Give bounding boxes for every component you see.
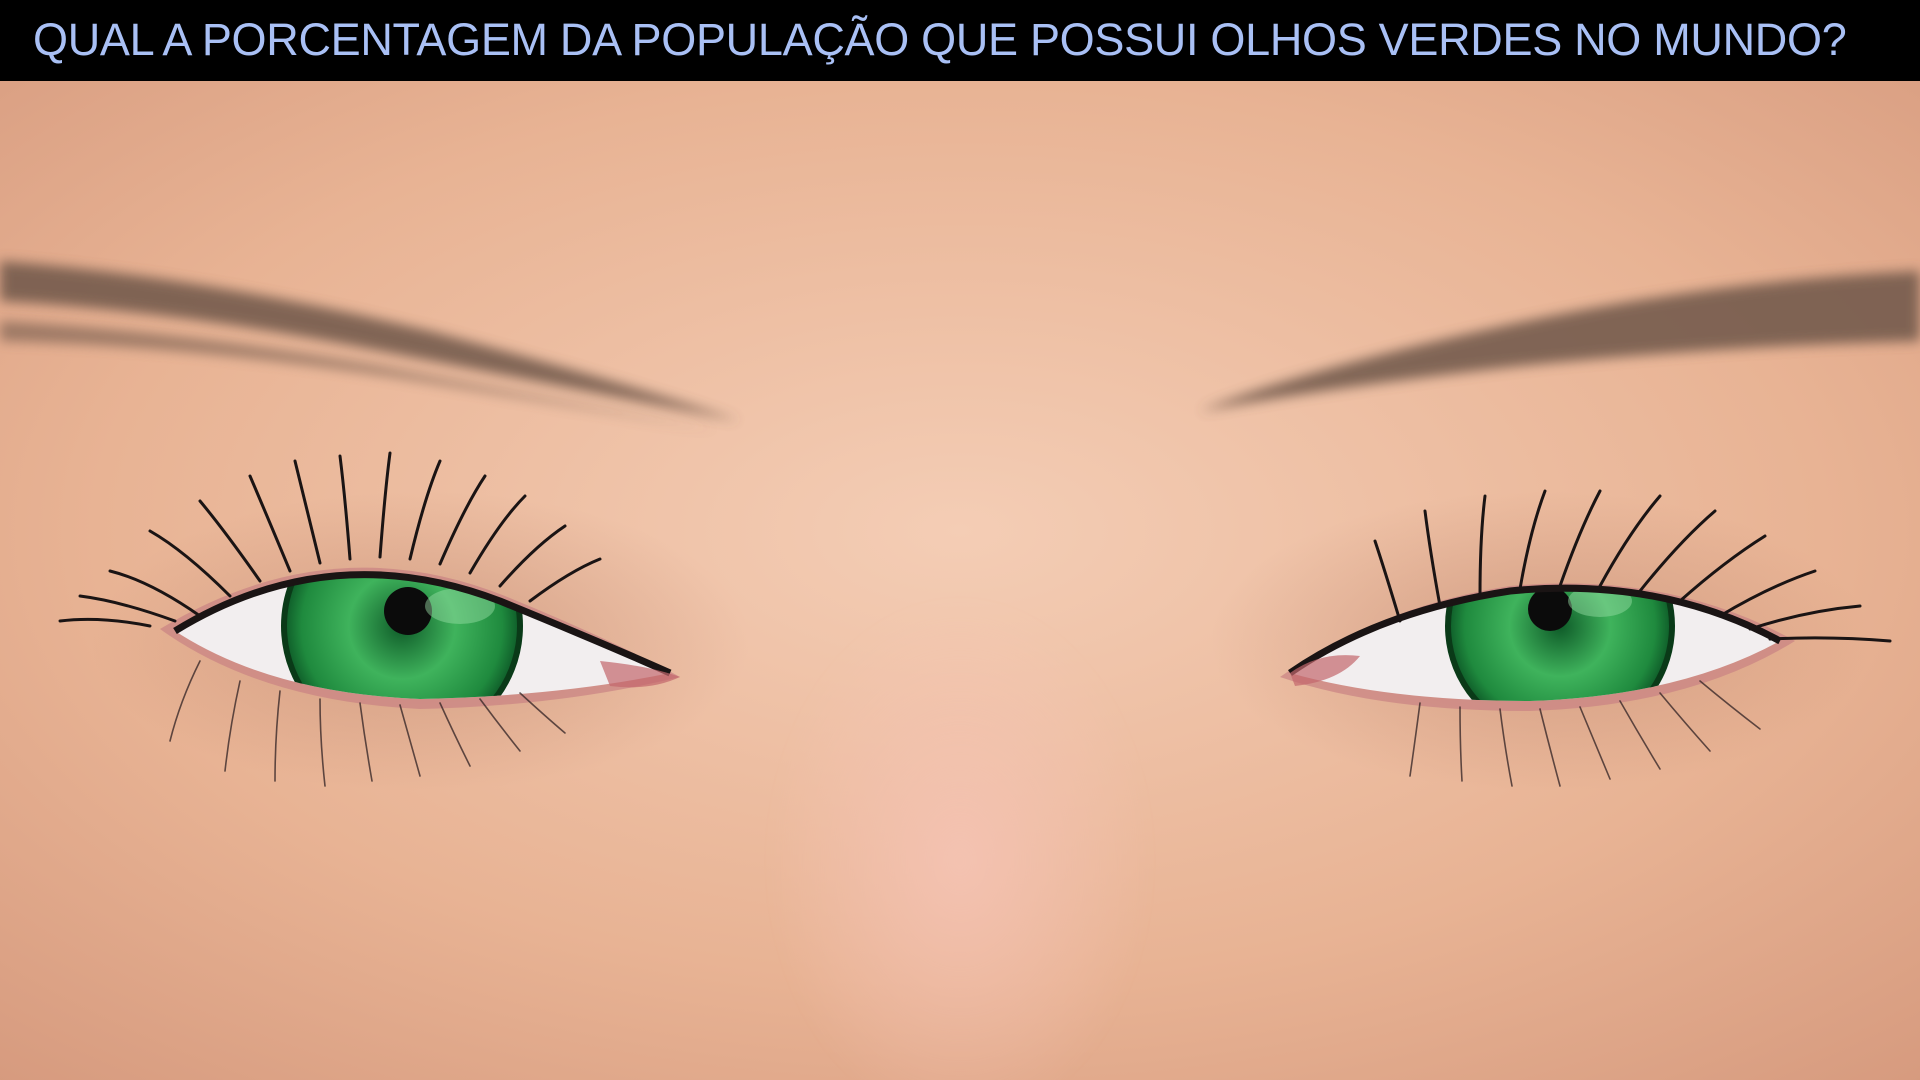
- title-bar: [0, 0, 1920, 81]
- slide-title: QUAL A PORCENTAGEM DA POPULAÇÃO QUE POSSUI OLHOS VERDES NO MUNDO?: [33, 14, 1847, 65]
- green-eyes-photo: [0, 81, 1920, 1080]
- left-pupil: [384, 587, 432, 635]
- right-pupil: [1528, 587, 1572, 631]
